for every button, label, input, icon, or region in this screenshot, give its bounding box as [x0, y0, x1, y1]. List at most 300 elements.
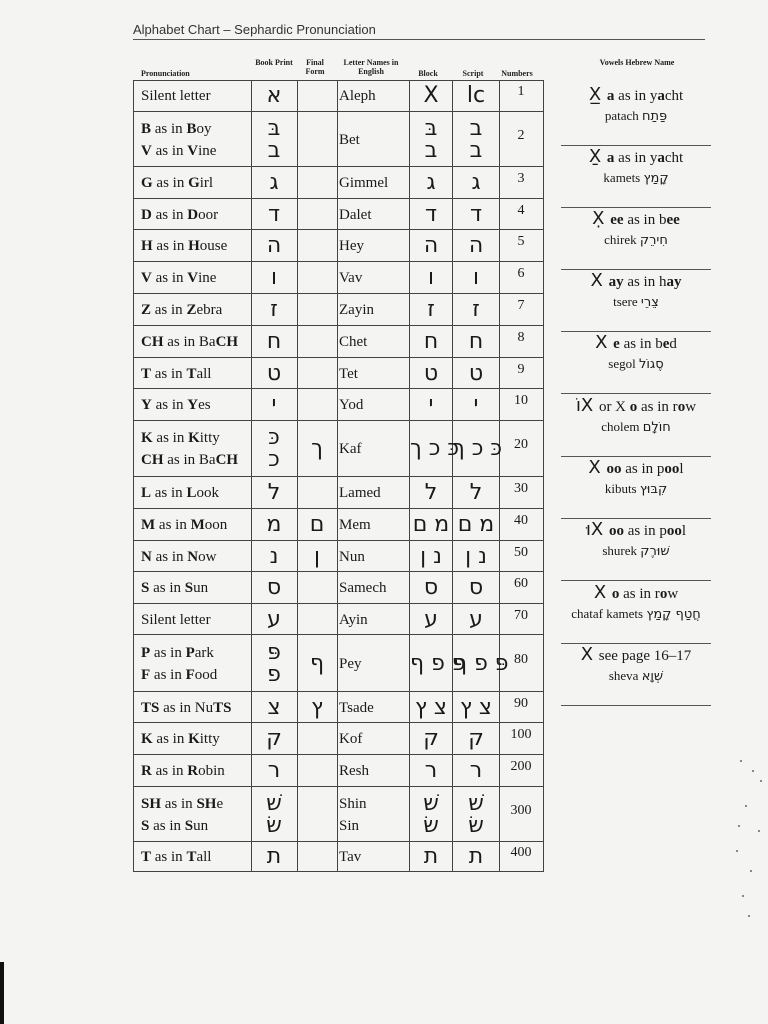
pronunciation-text: ine: [198, 270, 217, 286]
pronunciation-text: un: [193, 817, 209, 834]
pronunciation-line: [141, 577, 208, 599]
pronunciation-text: G: [188, 175, 200, 191]
header-pronunciation: Pronunciation: [141, 69, 190, 78]
vowel-example: as in y: [614, 88, 658, 104]
script-letter: lc: [466, 83, 486, 108]
pronunciation-text: as in: [151, 270, 188, 286]
book-print-letter: ט: [266, 360, 282, 386]
pronunciation-text: G: [141, 175, 153, 191]
letter-name-line: Chet: [339, 334, 368, 350]
pronunciation-text: as in: [150, 644, 186, 661]
pronunciation-text: L: [186, 485, 197, 501]
script-letter: ב ב: [469, 115, 483, 163]
header-book-print: Book Print: [255, 58, 293, 67]
vowel-mark-icon: X: [595, 332, 614, 353]
vowel-sound: ee: [610, 212, 624, 228]
vowel-sound: oo: [608, 523, 624, 539]
table-row: [133, 199, 543, 230]
table-row: [133, 509, 543, 541]
pronunciation-text: K: [141, 731, 153, 747]
pronunciation-cell: [141, 546, 216, 568]
number-value: 40: [514, 513, 528, 528]
vowel-description: [561, 582, 711, 605]
vowel-name-line: [561, 231, 711, 250]
table-row: [133, 604, 543, 635]
pronunciation-line: [141, 235, 227, 257]
book-print-letter: כּ כ: [268, 425, 280, 472]
pronunciation-text: as in: [152, 731, 189, 747]
block-letter: ר: [424, 758, 438, 783]
table-row: [133, 692, 543, 723]
table-row: [133, 262, 543, 294]
vowel-sound: e: [613, 336, 620, 352]
pronunciation-text: TS: [141, 699, 160, 716]
letter-name-line: Tav: [339, 849, 362, 865]
vowel-name-line: [561, 293, 711, 312]
block-letter: ט: [423, 360, 439, 386]
letter-name: [339, 363, 358, 385]
vowel-mark-icon: X: [593, 582, 612, 603]
vowel-name: sheva: [608, 668, 642, 683]
script-letter: ד: [469, 201, 482, 227]
vowel-sound: ay: [608, 274, 624, 290]
book-print-letter: בּ ב: [267, 115, 281, 163]
book-print-letter: צ: [267, 694, 281, 720]
pronunciation-cell: [141, 482, 219, 504]
book-print-letter: ח: [266, 329, 282, 354]
vowel-name-line: [561, 667, 711, 686]
vowel-description: [561, 332, 711, 355]
table-row: [133, 326, 543, 358]
pronunciation-text: Z: [141, 302, 152, 318]
book-print-letter: י: [271, 392, 277, 417]
book-print-letter: ז: [270, 297, 278, 322]
vowel-description: [561, 208, 711, 231]
book-print-letter: ד: [267, 201, 280, 227]
script-letter: ג: [471, 170, 481, 195]
pronunciation-line: [141, 760, 225, 782]
pronunciation-line: [141, 846, 211, 868]
pronunciation-text: oon: [204, 517, 228, 533]
scan-speck: [748, 915, 750, 917]
letter-name-line: Pey: [339, 655, 362, 672]
vowel-example-tail: d: [669, 336, 677, 352]
letter-name-line: Kof: [339, 731, 363, 747]
vowel-hebrew-name: צֵרֵי: [640, 295, 659, 310]
pronunciation-text: as in: [152, 175, 189, 191]
letter-name-line: Zayin: [339, 302, 374, 318]
letter-name-line: Nun: [339, 548, 365, 565]
vowel-example-tail: l: [679, 461, 684, 477]
pronunciation-text: Y: [187, 397, 199, 413]
final-form-letter: ן: [314, 543, 320, 569]
pronunciation-text: B: [186, 120, 197, 137]
vowel-name: segol: [608, 356, 639, 371]
block-letter: בּ ב: [424, 115, 438, 163]
scan-speck: [742, 895, 744, 897]
vowel-description: [561, 84, 711, 107]
column-divider: [543, 80, 544, 872]
number-value: 5: [517, 234, 525, 249]
block-letter: פּ פ ף: [410, 650, 466, 676]
number-value: 400: [510, 845, 532, 860]
vowel-name-line: [561, 169, 711, 188]
vowel-sound: o: [611, 586, 620, 602]
pronunciation-text: Z: [186, 302, 197, 318]
pronunciation-line: [141, 546, 216, 568]
vowel-name: cholem: [601, 419, 643, 434]
pronunciation-text: ood: [194, 666, 218, 683]
number-value: 2: [517, 127, 525, 143]
pronunciation-text: K: [188, 430, 200, 446]
pronunciation-line: [141, 514, 227, 536]
pronunciation-line: [141, 204, 218, 226]
table-row: [133, 389, 543, 421]
block-letter: ע: [424, 606, 438, 632]
script-letter: ה: [468, 233, 484, 258]
pronunciation-text: V: [141, 270, 152, 286]
pronunciation-cell: [141, 760, 225, 782]
vowel-example: as in r: [619, 586, 660, 602]
pronunciation-text: e: [216, 795, 224, 812]
book-print-letter: שׁ שׂ: [266, 790, 282, 838]
letter-name: [339, 172, 388, 194]
block-letter: י: [428, 392, 434, 417]
pronunciation-text: as in: [151, 365, 187, 382]
pronunciation-text: as in Ba: [163, 452, 216, 468]
vowel-name-line: [561, 542, 711, 561]
vowel-entry: [561, 519, 711, 581]
vowel-entry: [561, 332, 711, 394]
letter-name-line: Shin: [339, 795, 367, 812]
vowel-example: as in r: [637, 399, 678, 415]
number-value: 100: [510, 727, 532, 742]
pronunciation-text: S: [141, 817, 150, 834]
vowel-entry: [561, 457, 711, 519]
header-letter-names: Letter Names in English: [343, 58, 399, 76]
book-print-letter: ג: [269, 170, 279, 195]
vowel-name-line: [561, 107, 711, 126]
pronunciation-cell: [141, 331, 238, 353]
pronunciation-text: L: [141, 485, 152, 501]
pronunciation-cell: [141, 577, 208, 599]
scan-speck: [736, 850, 738, 852]
page-title: Alphabet Chart – Sephardic Pronunciation: [133, 22, 376, 37]
pronunciation-cell: [141, 427, 238, 471]
vowel-description: [561, 457, 711, 480]
pronunciation-cell: [141, 118, 216, 162]
table-row: [133, 167, 543, 199]
number-value: 70: [514, 607, 528, 623]
pronunciation-line: [141, 267, 216, 289]
letter-name: [339, 760, 369, 782]
block-letter: ו: [428, 265, 434, 290]
vowel-example: as in y: [614, 150, 658, 166]
number-value: 6: [517, 266, 525, 281]
vowel-mark-icon: X̣: [592, 208, 611, 229]
vowel-entry: [561, 84, 711, 146]
vowel-sound: a: [606, 150, 615, 166]
number-value: 30: [514, 481, 528, 496]
script-letter: שׁ שׂ: [468, 790, 484, 838]
pronunciation-text: P: [141, 644, 151, 661]
pronunciation-text: as in Ba: [163, 334, 216, 350]
final-form-letter: ץ: [311, 694, 323, 720]
scan-speck: [740, 760, 742, 762]
scan-edge: [0, 962, 4, 1024]
pronunciation-text: un: [193, 580, 209, 596]
script-letter: ק: [468, 726, 484, 751]
block-letter: ק: [423, 726, 439, 751]
header-script: Script: [462, 69, 484, 78]
letter-name: [339, 546, 365, 568]
pronunciation-text: H: [141, 238, 153, 254]
vowel-mark-icon: X̲: [588, 84, 607, 105]
table-row: [133, 755, 543, 787]
pronunciation-text: as in: [151, 206, 188, 223]
pronunciation-cell: [141, 642, 217, 686]
pronunciation-text: Y: [141, 397, 152, 413]
pronunciation-line: [141, 427, 238, 449]
vowel-mark-icon: X: [588, 457, 607, 478]
vowel-example-tail: cht: [664, 88, 684, 104]
letter-name: [339, 846, 361, 868]
vowel-example-bold: ee: [666, 212, 680, 228]
header-final-form: Final Form: [305, 58, 325, 76]
book-print-letter: ל: [267, 480, 281, 505]
letter-name-line: Ayin: [339, 611, 368, 628]
script-letter: מ ם: [457, 512, 495, 537]
pronunciation-text: S: [184, 817, 194, 834]
pronunciation-line: [141, 728, 220, 750]
vowel-name: kamets: [603, 170, 644, 185]
pronunciation-line: [141, 642, 217, 664]
vowel-entry: [561, 146, 711, 208]
pronunciation-text: obin: [198, 763, 225, 779]
block-letter: ג: [426, 170, 436, 195]
number-value: 1: [517, 84, 525, 99]
letter-name-line: Bet: [339, 131, 360, 148]
pronunciation-line: [141, 449, 238, 471]
pronunciation-cell: [141, 697, 231, 719]
pronunciation-text: as in: [152, 238, 189, 254]
letter-name: [339, 514, 371, 536]
letter-name-line: Vav: [339, 270, 363, 286]
letter-name: [339, 728, 362, 750]
script-letter: ת: [468, 844, 484, 869]
pronunciation-text: SH: [196, 795, 217, 812]
letter-name: [339, 204, 371, 226]
letter-name-line: Sin: [339, 817, 360, 834]
number-value: 90: [514, 695, 528, 711]
final-form-letter: ם: [309, 512, 325, 537]
letter-name: [339, 85, 376, 107]
book-print-letter: ה: [266, 233, 282, 258]
table-row: [133, 112, 543, 167]
pronunciation-text: P: [185, 644, 195, 661]
vowel-mark-icon: X: [590, 270, 609, 291]
vowel-example-bold: e: [662, 336, 670, 352]
vowel-name-line: [561, 418, 711, 437]
script-letter: ו: [473, 265, 479, 290]
letter-name-line: Hey: [339, 238, 364, 254]
vowel-mark-icon: וּX: [585, 519, 609, 540]
vowel-hebrew-name: פַּתַח: [642, 109, 668, 124]
scan-speck: [758, 830, 760, 832]
pronunciation-text: itty: [199, 430, 220, 446]
book-print-letter: ס: [266, 575, 282, 600]
pronunciation-text: ow: [198, 548, 217, 565]
scan-speck: [750, 870, 752, 872]
block-letter: ד: [424, 201, 437, 227]
pronunciation-text: CH: [141, 334, 164, 350]
pronunciation-text: T: [186, 365, 197, 382]
pronunciation-line: [141, 363, 211, 385]
vowel-mark-icon: X: [580, 644, 599, 665]
pronunciation-text: CH: [215, 452, 239, 468]
vowel-entry: [561, 208, 711, 270]
number-value: 300: [510, 802, 532, 818]
pronunciation-text: ark: [194, 644, 214, 661]
scan-speck: [738, 825, 740, 827]
pronunciation-cell: [141, 793, 223, 837]
table-row: [133, 358, 543, 389]
pronunciation-text: as in: [149, 817, 185, 834]
block-letter: כּ כ ך: [410, 436, 460, 461]
script-letter: ח: [468, 329, 484, 354]
book-print-letter: ת: [266, 844, 282, 869]
pronunciation-text: T: [186, 849, 197, 865]
pronunciation-text: ine: [198, 142, 217, 159]
letter-name-line: Tsade: [339, 699, 374, 716]
pronunciation-line: [141, 299, 222, 321]
book-print-letter: מ: [266, 512, 282, 537]
block-letter: ח: [423, 329, 439, 354]
vowel-example-tail: cht: [664, 150, 684, 166]
pronunciation-text: oor: [198, 206, 219, 223]
script-letter: ט: [468, 360, 484, 386]
vowel-name: shurek: [602, 543, 641, 558]
pronunciation-line: [141, 815, 223, 837]
vowel-example-tail: w: [667, 586, 679, 602]
vowel-hebrew-name: קָמַץ: [643, 171, 669, 186]
pronunciation-cell: [141, 514, 227, 536]
table-row: [133, 80, 543, 112]
pronunciation-text: N: [187, 548, 199, 565]
letter-name: [339, 609, 368, 631]
vowel-name: patach: [604, 108, 642, 123]
pronunciation-line: [141, 394, 211, 416]
letter-name: [339, 394, 363, 416]
pronunciation-cell: [141, 299, 222, 321]
block-letter: ז: [427, 297, 435, 322]
number-value: 7: [517, 298, 525, 313]
pronunciation-text: as in: [150, 666, 186, 683]
number-value: 9: [517, 361, 525, 377]
pronunciation-text: SH: [141, 795, 162, 812]
pronunciation-cell: [141, 609, 211, 631]
vowel-entry: [561, 395, 711, 457]
vowel-name: chataf kamets: [571, 606, 647, 621]
vowel-name-line: [561, 480, 711, 499]
scan-speck: [745, 805, 747, 807]
vowel-example-tail: w: [685, 399, 697, 415]
letter-name: [339, 793, 367, 837]
vowel-hebrew-name: חֲטַף קָמַץ: [646, 607, 701, 622]
pronunciation-text: as in: [152, 430, 189, 446]
letter-name: [339, 299, 374, 321]
vowel-entry: [561, 644, 711, 706]
letter-name-line: Yod: [339, 397, 364, 413]
script-letter: כּ כ ך: [453, 436, 503, 461]
table-row: [133, 421, 543, 477]
block-letter: ס: [423, 575, 439, 600]
vowel-description: [561, 519, 711, 542]
final-form-letter: ף: [309, 650, 325, 676]
table-row: [133, 572, 543, 604]
pronunciation-text: as in: [155, 517, 191, 533]
script-letter: ז: [472, 297, 480, 322]
number-value: 200: [510, 759, 532, 774]
table-row: [133, 294, 543, 326]
letter-name-line: Gimmel: [339, 175, 389, 191]
pronunciation-text: Silent letter: [141, 88, 211, 104]
pronunciation-text: as in: [161, 795, 197, 812]
vowel-hebrew-name: חִירֵק: [639, 233, 668, 248]
pronunciation-text: ebra: [196, 302, 223, 318]
pronunciation-cell: [141, 172, 213, 194]
vowel-description: [561, 395, 711, 418]
letter-name: [339, 697, 374, 719]
vowel-mark-icon: וֹX: [575, 395, 599, 416]
letter-name-line: Dalet: [339, 206, 372, 223]
number-value: 80: [514, 651, 528, 667]
pronunciation-text: F: [141, 666, 151, 683]
pronunciation-text: CH: [141, 452, 164, 468]
pronunciation-line: [141, 140, 216, 162]
book-print-letter: נ: [269, 543, 279, 569]
pronunciation-text: D: [187, 206, 199, 223]
table-row: [133, 541, 543, 572]
vowel-hebrew-name: שְׁוָא: [641, 669, 664, 684]
script-letter: ע: [469, 606, 483, 632]
table-row: [133, 230, 543, 262]
script-letter: ל: [469, 480, 483, 505]
pronunciation-text: T: [141, 849, 152, 865]
pronunciation-line: [141, 609, 211, 631]
script-letter: ס: [468, 575, 484, 600]
pronunciation-text: ook: [196, 485, 219, 501]
vowel-example-bold: a: [657, 88, 665, 104]
pronunciation-text: as in: [151, 302, 187, 318]
pronunciation-text: N: [141, 548, 152, 565]
table-row: [133, 635, 543, 692]
number-value: 4: [517, 202, 525, 218]
block-letter: X: [423, 83, 439, 108]
pronunciation-text: H: [188, 238, 200, 254]
header-block: Block: [418, 69, 438, 78]
pronunciation-cell: [141, 363, 211, 385]
pronunciation-text: as in: [151, 763, 188, 779]
pronunciation-text: all: [196, 849, 212, 865]
script-letter: ר: [469, 758, 483, 783]
vowel-description: [561, 270, 711, 293]
pronunciation-text: as in: [151, 120, 187, 137]
pronunciation-cell: [141, 728, 220, 750]
vowel-sound: a: [606, 88, 615, 104]
vowel-hebrew-name: קִבּוּץ: [639, 482, 668, 497]
vowel-name: tsere: [613, 294, 641, 309]
